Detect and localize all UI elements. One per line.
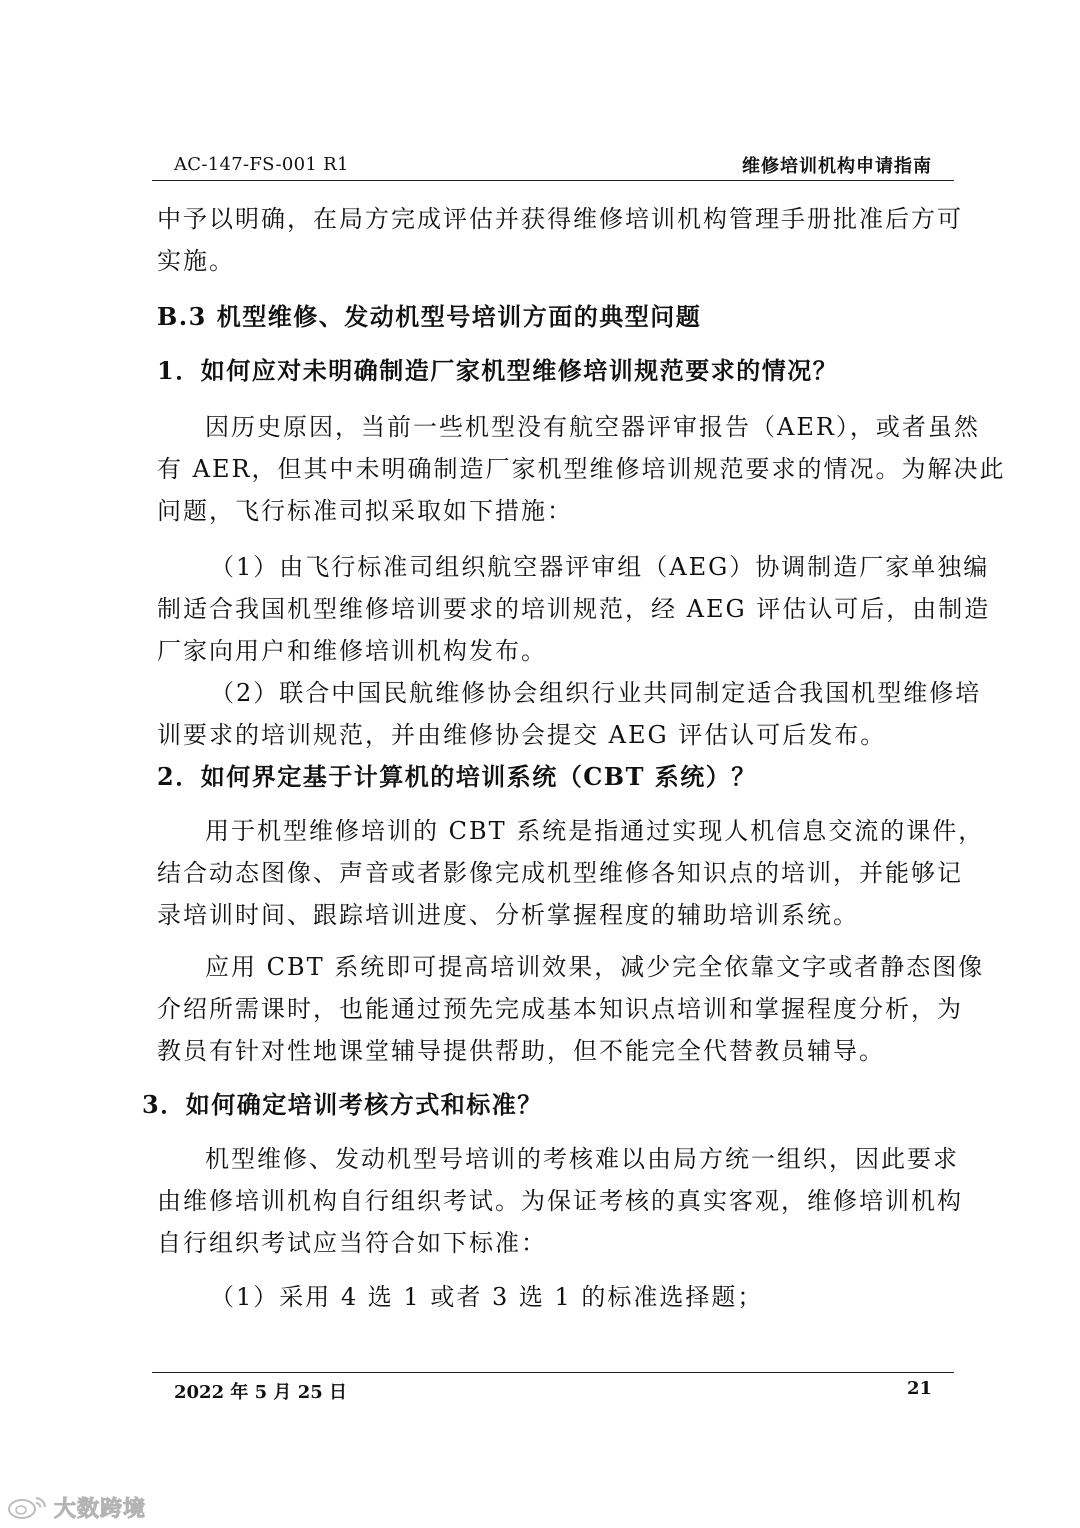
q2-paragraph-1-line: 结合动态图像、声音或者影像完成机型维修各知识点的培训，并能够记 bbox=[157, 859, 963, 887]
q2-paragraph-1-line: 用于机型维修培训的 CBT 系统是指通过实现人机信息交流的课件， bbox=[205, 817, 985, 845]
footer-rule bbox=[152, 1372, 954, 1373]
continued-line-1: 中予以明确，在局方完成评估并获得维修培训机构管理手册批准后方可 bbox=[157, 205, 963, 233]
question-3-title: 3．如何确定培训考核方式和标准？ bbox=[142, 1090, 543, 1119]
document-code: AC-147-FS-001 R1 bbox=[174, 154, 349, 175]
section-title: B.3 机型维修、发动机型号培训方面的典型问题 bbox=[157, 302, 702, 331]
continued-line-2: 实施。 bbox=[157, 247, 235, 275]
q2-paragraph-2-line: 介绍所需课时，也能通过预先完成基本知识点培训和掌握程度分析，为 bbox=[157, 995, 963, 1023]
q1-item-1-line: 厂家向用户和维修培训机构发布。 bbox=[157, 637, 547, 665]
page-footer bbox=[152, 1378, 954, 1408]
document-title: 维修培训机构申请指南 bbox=[742, 156, 932, 177]
question-1-title: 1．如何应对未明确制造厂家机型维修培训规范要求的情况？ bbox=[157, 356, 839, 385]
question-2-title: 2．如何界定基于计算机的培训系统（CBT 系统）？ bbox=[157, 762, 757, 791]
q1-item-2-line: （2）联合中国民航维修协会组织行业共同制定适合我国机型维修培 bbox=[210, 679, 982, 707]
q2-paragraph-2-line: 教员有针对性地课堂辅导提供帮助，但不能完全代替教员辅导。 bbox=[157, 1037, 885, 1065]
q2-paragraph-1-line: 录培训时间、跟踪培训进度、分析掌握程度的辅助培训系统。 bbox=[157, 901, 859, 929]
watermark-text: 大数跨境 bbox=[54, 1496, 147, 1522]
q1-paragraph-line: 问题，飞行标准司拟采取如下措施： bbox=[157, 497, 573, 525]
q3-item-1: （1）采用 4 选 1 或者 3 选 1 的标准选择题； bbox=[210, 1283, 764, 1311]
q3-paragraph-line: 由维修培训机构自行组织考试。为保证考核的真实客观，维修培训机构 bbox=[157, 1187, 963, 1215]
q1-paragraph-line: 因历史原因，当前一些机型没有航空器评审报告（AER），或者虽然 bbox=[205, 413, 980, 441]
watermark bbox=[6, 1490, 146, 1524]
q1-item-2-line: 训要求的培训规范，并由维修协会提交 AEG 评估认可后发布。 bbox=[157, 721, 887, 749]
page-header bbox=[152, 150, 954, 178]
issue-date: 2022 年 5 月 25 日 bbox=[174, 1382, 348, 1403]
header-rule bbox=[152, 180, 954, 181]
q1-item-1-line: 制适合我国机型维修培训要求的培训规范，经 AEG 评估认可后，由制造 bbox=[157, 595, 991, 623]
q3-paragraph-line: 自行组织考试应当符合如下标准： bbox=[157, 1229, 547, 1257]
q3-paragraph-line: 机型维修、发动机型号培训的考核难以由局方统一组织，因此要求 bbox=[205, 1145, 959, 1173]
page-number: 21 bbox=[906, 1378, 932, 1399]
q1-item-1-line: （1）由飞行标准司组织航空器评审组（AEG）协调制造厂家单独编 bbox=[210, 553, 990, 581]
q1-paragraph-line: 有 AER，但其中未明确制造厂家机型维修培训规范要求的情况。为解决此 bbox=[157, 455, 1006, 483]
weibo-style-logo-icon bbox=[6, 1494, 50, 1520]
q2-paragraph-2-line: 应用 CBT 系统即可提高培训效果，减少完全依靠文字或者静态图像 bbox=[205, 953, 985, 981]
